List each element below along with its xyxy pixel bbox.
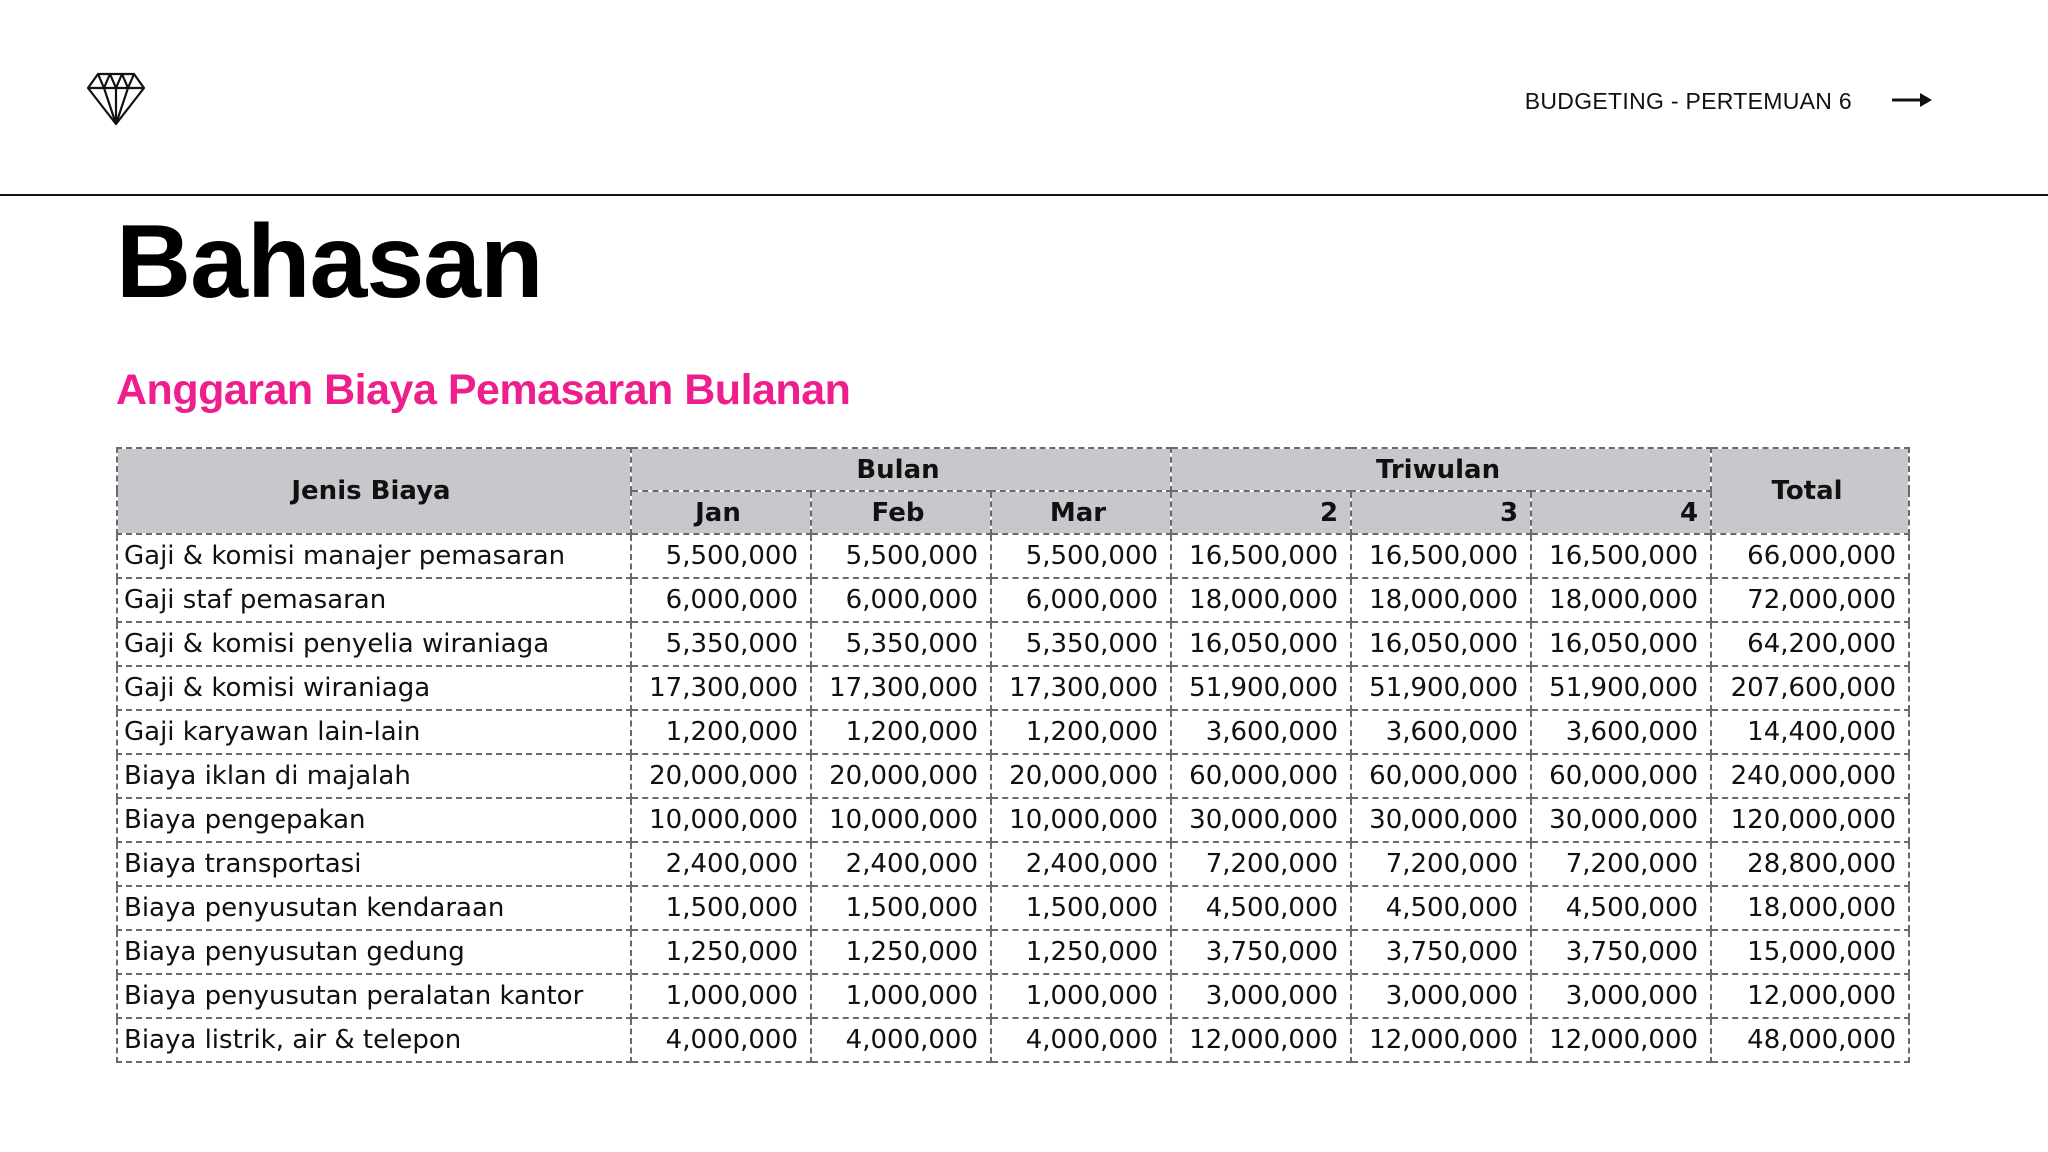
total-cell: 207,600,000: [1711, 666, 1909, 710]
value-cell: 2,400,000: [811, 842, 991, 886]
value-cell: 3,750,000: [1351, 930, 1531, 974]
value-cell: 60,000,000: [1351, 754, 1531, 798]
value-cell: 3,600,000: [1351, 710, 1531, 754]
value-cell: 17,300,000: [991, 666, 1171, 710]
cost-type-cell: Biaya pengepakan: [117, 798, 631, 842]
value-cell: 30,000,000: [1531, 798, 1711, 842]
value-cell: 30,000,000: [1351, 798, 1531, 842]
value-cell: 4,000,000: [631, 1018, 811, 1062]
header-triwulan-2: 2: [1171, 491, 1351, 534]
table-row: [117, 622, 1909, 666]
value-cell: 5,350,000: [811, 622, 991, 666]
value-cell: 16,050,000: [1351, 622, 1531, 666]
value-cell: 3,000,000: [1531, 974, 1711, 1018]
value-cell: 1,500,000: [811, 886, 991, 930]
total-cell: 240,000,000: [1711, 754, 1909, 798]
value-cell: 20,000,000: [811, 754, 991, 798]
header-triwulan-3: 3: [1351, 491, 1531, 534]
header-jenis-biaya: Jenis Biaya: [117, 448, 631, 534]
value-cell: 10,000,000: [811, 798, 991, 842]
total-cell: 120,000,000: [1711, 798, 1909, 842]
presentation-title: BUDGETING - PERTEMUAN 6: [1524, 88, 1852, 114]
value-cell: 16,050,000: [1531, 622, 1711, 666]
value-cell: 51,900,000: [1171, 666, 1351, 710]
total-cell: 12,000,000: [1711, 974, 1909, 1018]
value-cell: 5,500,000: [811, 534, 991, 578]
value-cell: 1,250,000: [631, 930, 811, 974]
value-cell: 10,000,000: [991, 798, 1171, 842]
total-cell: 64,200,000: [1711, 622, 1909, 666]
cost-type-cell: Gaji & komisi manajer pemasaran: [117, 534, 631, 578]
value-cell: 1,000,000: [811, 974, 991, 1018]
header-row-1: [117, 448, 1909, 491]
cost-type-cell: Gaji & komisi wiraniaga: [117, 666, 631, 710]
table-row: [117, 666, 1909, 710]
cost-type-cell: Gaji staf pemasaran: [117, 578, 631, 622]
cost-type-cell: Biaya iklan di majalah: [117, 754, 631, 798]
budget-table-container: [116, 447, 1908, 1063]
header-divider: [0, 194, 2048, 196]
total-cell: 14,400,000: [1711, 710, 1909, 754]
value-cell: 10,000,000: [631, 798, 811, 842]
cost-type-cell: Biaya penyusutan kendaraan: [117, 886, 631, 930]
value-cell: 2,400,000: [991, 842, 1171, 886]
table-row: [117, 534, 1909, 578]
table-header: [117, 448, 1909, 534]
value-cell: 1,200,000: [811, 710, 991, 754]
value-cell: 3,600,000: [1531, 710, 1711, 754]
value-cell: 4,500,000: [1171, 886, 1351, 930]
value-cell: 20,000,000: [991, 754, 1171, 798]
value-cell: 60,000,000: [1171, 754, 1351, 798]
table-row: [117, 710, 1909, 754]
table-row: [117, 798, 1909, 842]
value-cell: 17,300,000: [811, 666, 991, 710]
page-title: Bahasan: [116, 204, 543, 320]
cost-type-cell: Gaji karyawan lain-lain: [117, 710, 631, 754]
value-cell: 60,000,000: [1531, 754, 1711, 798]
cost-type-cell: Biaya penyusutan gedung: [117, 930, 631, 974]
header-total: Total: [1711, 448, 1909, 534]
value-cell: 3,000,000: [1351, 974, 1531, 1018]
value-cell: 7,200,000: [1351, 842, 1531, 886]
value-cell: 4,500,000: [1351, 886, 1531, 930]
value-cell: 4,500,000: [1531, 886, 1711, 930]
table-row: [117, 578, 1909, 622]
arrow-right-icon[interactable]: [1890, 88, 1934, 112]
value-cell: 16,500,000: [1171, 534, 1351, 578]
value-cell: 12,000,000: [1531, 1018, 1711, 1062]
value-cell: 1,250,000: [811, 930, 991, 974]
value-cell: 51,900,000: [1531, 666, 1711, 710]
value-cell: 18,000,000: [1171, 578, 1351, 622]
value-cell: 1,250,000: [991, 930, 1171, 974]
value-cell: 7,200,000: [1531, 842, 1711, 886]
value-cell: 1,500,000: [631, 886, 811, 930]
value-cell: 5,500,000: [631, 534, 811, 578]
value-cell: 1,000,000: [631, 974, 811, 1018]
table-row: [117, 1018, 1909, 1062]
total-cell: 28,800,000: [1711, 842, 1909, 886]
diamond-icon: [86, 72, 146, 126]
total-cell: 18,000,000: [1711, 886, 1909, 930]
value-cell: 20,000,000: [631, 754, 811, 798]
value-cell: 1,200,000: [631, 710, 811, 754]
value-cell: 3,750,000: [1531, 930, 1711, 974]
value-cell: 16,500,000: [1351, 534, 1531, 578]
value-cell: 30,000,000: [1171, 798, 1351, 842]
cost-type-cell: Biaya listrik, air & telepon: [117, 1018, 631, 1062]
section-subtitle: Anggaran Biaya Pemasaran Bulanan: [116, 366, 851, 414]
total-cell: 72,000,000: [1711, 578, 1909, 622]
header-jan: Jan: [631, 491, 811, 534]
value-cell: 1,200,000: [991, 710, 1171, 754]
value-cell: 6,000,000: [631, 578, 811, 622]
value-cell: 51,900,000: [1351, 666, 1531, 710]
table-row: [117, 930, 1909, 974]
value-cell: 6,000,000: [811, 578, 991, 622]
table-row: [117, 974, 1909, 1018]
header-feb: Feb: [811, 491, 991, 534]
value-cell: 16,050,000: [1171, 622, 1351, 666]
total-cell: 66,000,000: [1711, 534, 1909, 578]
value-cell: 3,600,000: [1171, 710, 1351, 754]
cost-type-cell: Biaya penyusutan peralatan kantor: [117, 974, 631, 1018]
value-cell: 4,000,000: [811, 1018, 991, 1062]
value-cell: 1,000,000: [991, 974, 1171, 1018]
cost-type-cell: Biaya transportasi: [117, 842, 631, 886]
value-cell: 3,750,000: [1171, 930, 1351, 974]
header-bulan: Bulan: [631, 448, 1171, 491]
value-cell: 18,000,000: [1531, 578, 1711, 622]
value-cell: 18,000,000: [1351, 578, 1531, 622]
cost-type-cell: Gaji & komisi penyelia wiraniaga: [117, 622, 631, 666]
value-cell: 3,000,000: [1171, 974, 1351, 1018]
value-cell: 4,000,000: [991, 1018, 1171, 1062]
table-row: [117, 886, 1909, 930]
value-cell: 17,300,000: [631, 666, 811, 710]
table-row: [117, 842, 1909, 886]
value-cell: 7,200,000: [1171, 842, 1351, 886]
header-triwulan-4: 4: [1531, 491, 1711, 534]
header-mar: Mar: [991, 491, 1171, 534]
value-cell: 16,500,000: [1531, 534, 1711, 578]
value-cell: 1,500,000: [991, 886, 1171, 930]
value-cell: 2,400,000: [631, 842, 811, 886]
budget-table: [116, 447, 1910, 1063]
value-cell: 5,500,000: [991, 534, 1171, 578]
value-cell: 5,350,000: [991, 622, 1171, 666]
table-row: [117, 754, 1909, 798]
total-cell: 15,000,000: [1711, 930, 1909, 974]
value-cell: 5,350,000: [631, 622, 811, 666]
total-cell: 48,000,000: [1711, 1018, 1909, 1062]
table-body: [117, 534, 1909, 1062]
header-triwulan: Triwulan: [1171, 448, 1711, 491]
value-cell: 6,000,000: [991, 578, 1171, 622]
value-cell: 12,000,000: [1171, 1018, 1351, 1062]
value-cell: 12,000,000: [1351, 1018, 1531, 1062]
